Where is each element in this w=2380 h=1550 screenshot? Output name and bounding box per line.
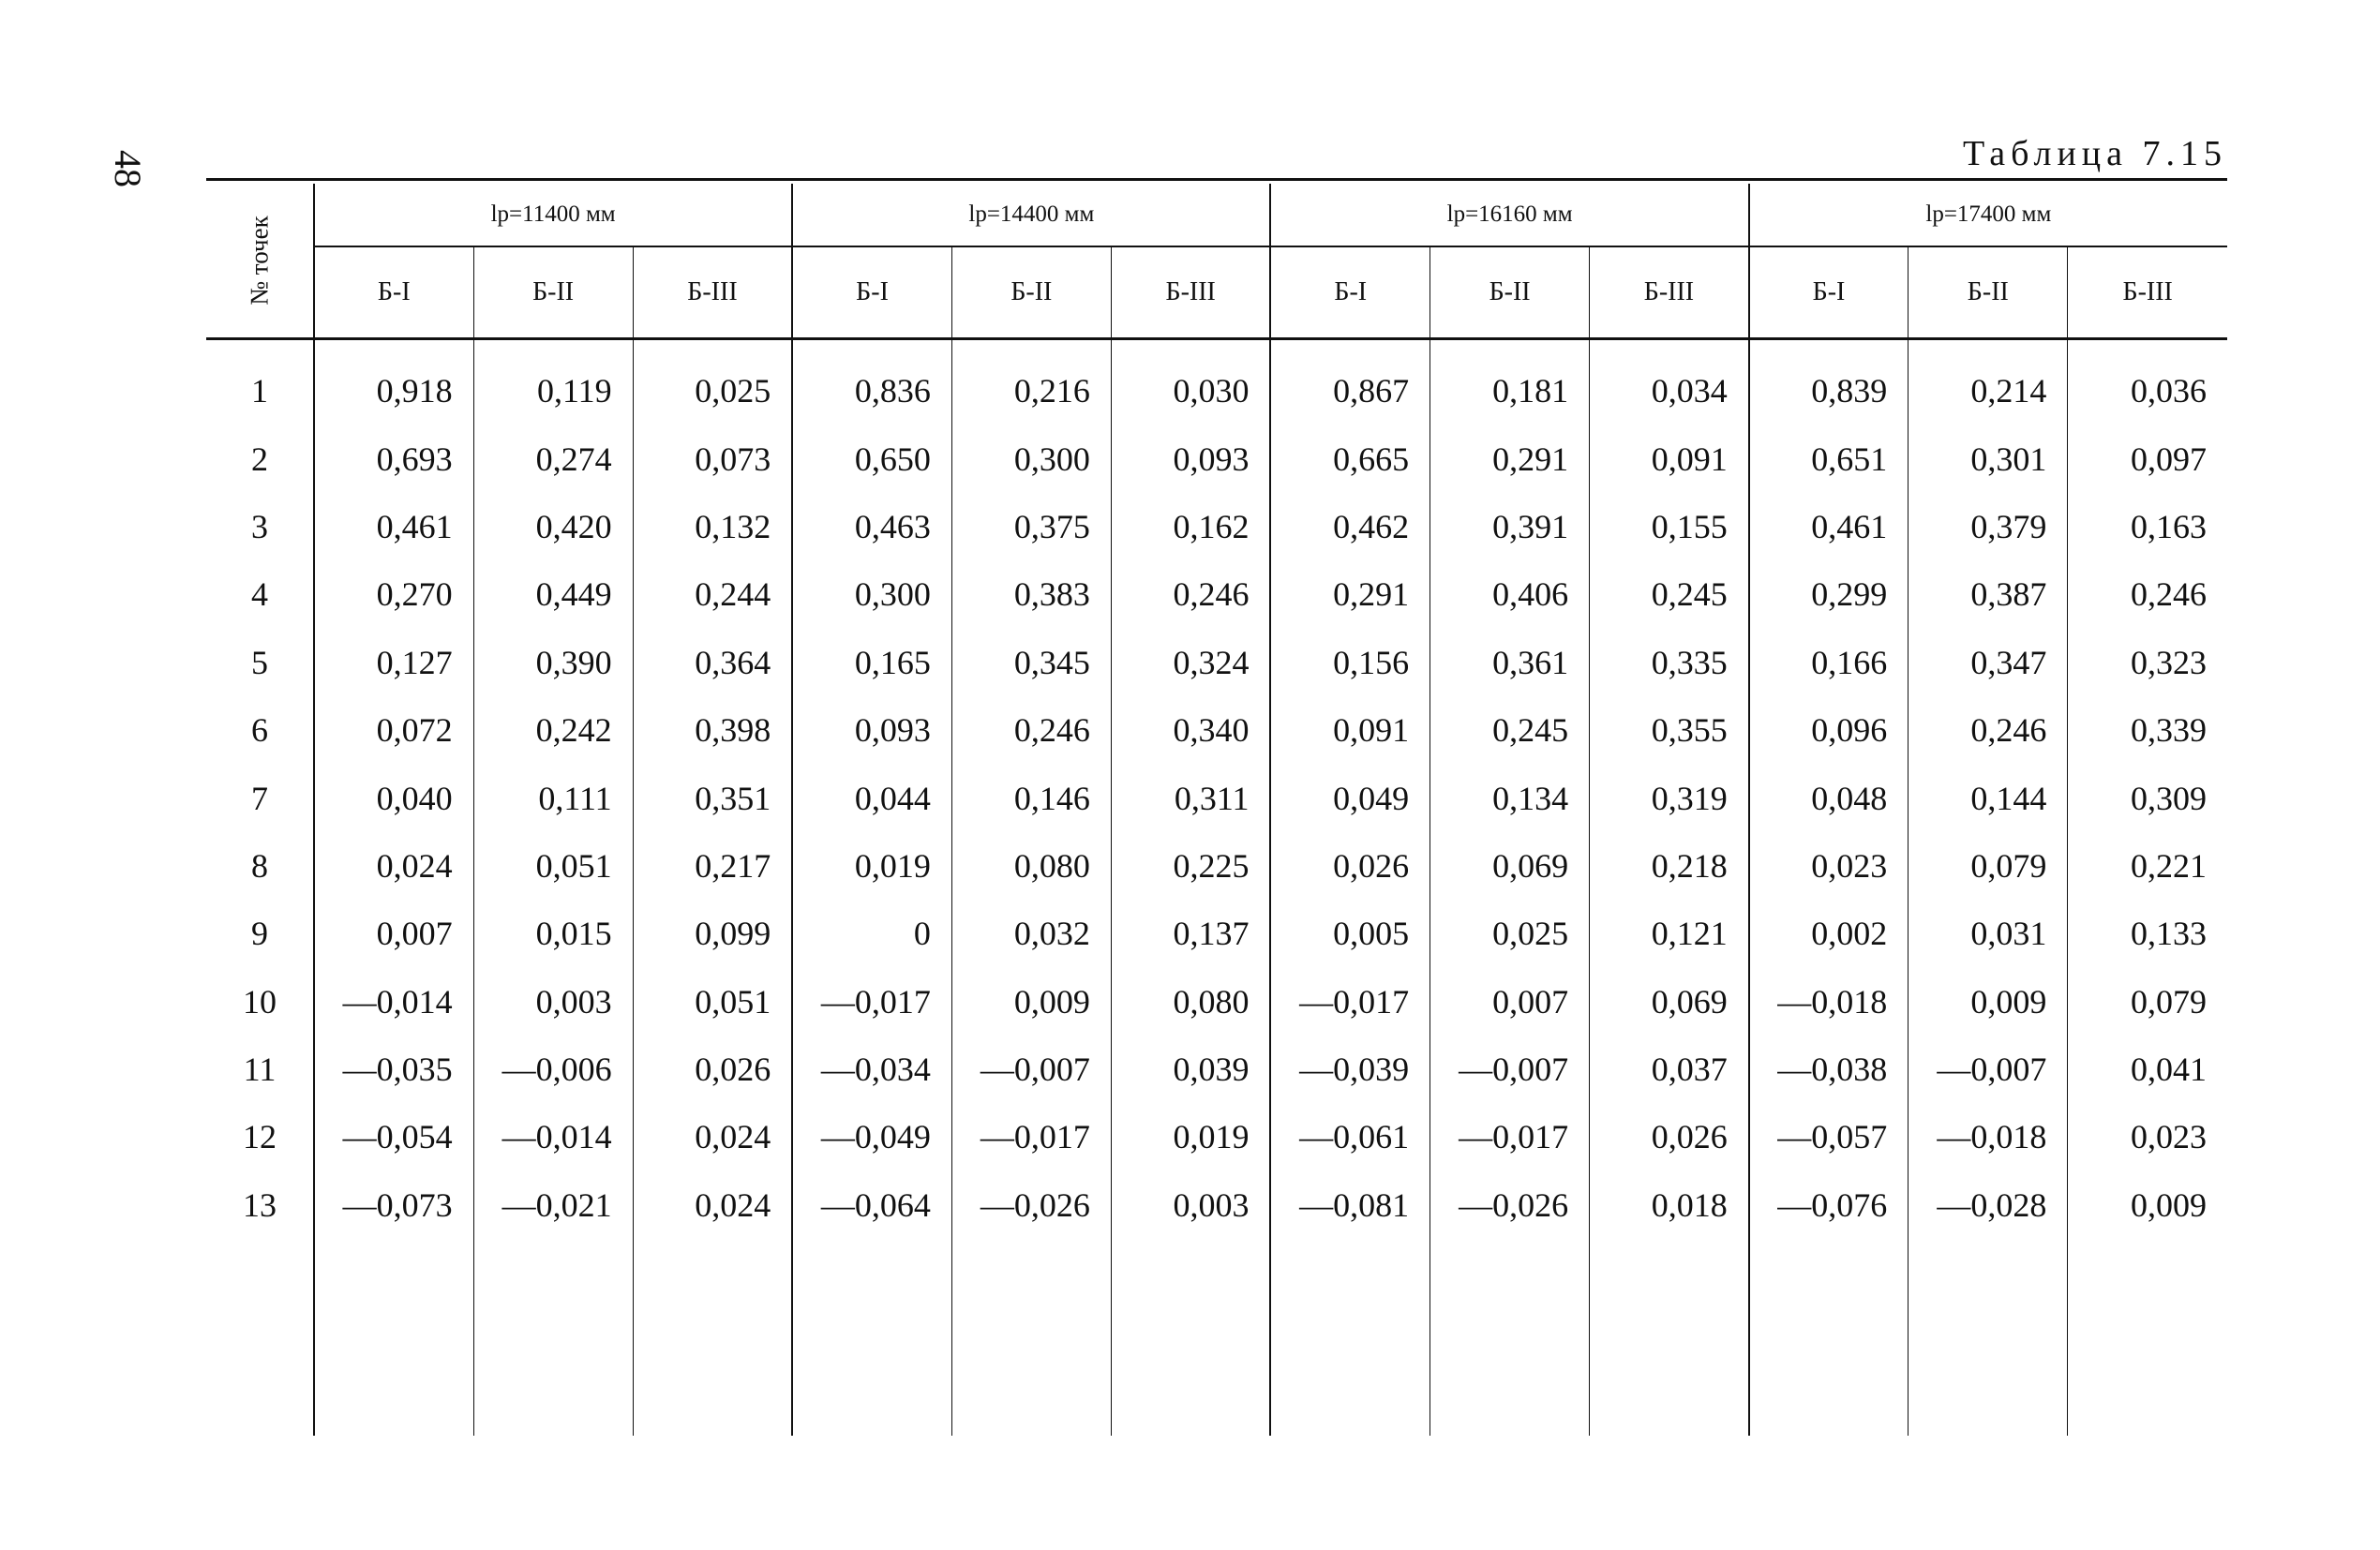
value-cell: 0,918 — [314, 339, 473, 425]
value-cell: —0,034 — [792, 1036, 951, 1103]
empty-cell — [206, 1239, 314, 1436]
value-cell: 0,119 — [473, 339, 633, 425]
value-cell: 0,024 — [314, 832, 473, 900]
point-number: 6 — [206, 696, 314, 764]
value-cell: 0,300 — [792, 560, 951, 628]
point-number: 3 — [206, 493, 314, 560]
value-cell: 0,351 — [633, 764, 792, 831]
empty-cell — [1908, 1239, 2068, 1436]
table-row — [206, 832, 2227, 900]
value-cell: —0,007 — [1908, 1036, 2068, 1103]
value-cell: 0,069 — [1430, 832, 1590, 900]
value-cell: 0,420 — [473, 493, 633, 560]
value-cell: —0,038 — [1749, 1036, 1908, 1103]
value-cell: —0,006 — [473, 1036, 633, 1103]
value-cell: 0,449 — [473, 560, 633, 628]
value-cell: —0,081 — [1270, 1171, 1429, 1239]
value-cell: 0,217 — [633, 832, 792, 900]
value-cell: 0,144 — [1908, 764, 2068, 831]
value-cell: —0,018 — [1749, 968, 1908, 1036]
value-cell: 0,034 — [1590, 339, 1749, 425]
value-cell: 0,091 — [1590, 425, 1749, 492]
value-cell: 0,214 — [1908, 339, 2068, 425]
table-row — [206, 696, 2227, 764]
value-cell: —0,017 — [1270, 968, 1429, 1036]
value-cell: 0,127 — [314, 629, 473, 696]
value-cell: 0,650 — [792, 425, 951, 492]
value-cell: —0,061 — [1270, 1103, 1429, 1170]
value-cell: 0,036 — [2131, 372, 2207, 410]
subheader-1-2: Б-II — [473, 246, 633, 339]
empty-cell — [1111, 1239, 1270, 1436]
value-cell: 0,051 — [633, 968, 792, 1036]
value-cell: 0,463 — [792, 493, 951, 560]
value-cell: 0,097 — [2131, 440, 2207, 478]
empty-cell — [1749, 1239, 1908, 1436]
value-cell: 0,024 — [633, 1103, 792, 1170]
table-caption: Таблица 7.15 — [1962, 134, 2227, 173]
value-cell: 0,225 — [1111, 832, 1270, 900]
value-cell: 0,311 — [1111, 764, 1270, 831]
value-cell: 0,137 — [1111, 900, 1270, 967]
value-cell: 0,146 — [951, 764, 1111, 831]
value-cell: 0,246 — [1908, 696, 2068, 764]
empty-cell — [951, 1239, 1111, 1436]
value-cell: 0,156 — [1270, 629, 1429, 696]
value-cell: —0,049 — [792, 1103, 951, 1170]
value-cell: 0,364 — [633, 629, 792, 696]
value-cell: —0,054 — [314, 1103, 473, 1170]
value-cell: 0,221 — [2131, 846, 2207, 885]
empty-cell — [314, 1239, 473, 1436]
value-cell: 0,015 — [473, 900, 633, 967]
subheader-2-1: Б-I — [792, 246, 951, 339]
value-cell: 0,096 — [1749, 696, 1908, 764]
value-cell: —0,021 — [473, 1171, 633, 1239]
empty-cell — [792, 1239, 951, 1436]
empty-cell — [2068, 1239, 2227, 1436]
table-row — [206, 629, 2227, 696]
value-cell: 0,246 — [951, 696, 1111, 764]
subheader-3-3: Б-III — [1590, 246, 1749, 339]
top-rule — [206, 178, 2227, 181]
group-header-4: lр=17400 мм — [1749, 184, 2227, 246]
value-cell: —0,017 — [792, 968, 951, 1036]
table-row — [206, 493, 2227, 560]
group-header-1: lр=11400 мм — [314, 184, 792, 246]
value-cell: 0,026 — [1590, 1103, 1749, 1170]
value-cell: 0,026 — [1270, 832, 1429, 900]
value-cell: —0,007 — [951, 1036, 1111, 1103]
value-cell: 0,245 — [1590, 560, 1749, 628]
value-cell: —0,026 — [951, 1171, 1111, 1239]
value-cell: 0,398 — [633, 696, 792, 764]
value-cell: 0,462 — [1270, 493, 1429, 560]
subheader-3-1: Б-I — [1270, 246, 1429, 339]
subheader-3-2: Б-II — [1430, 246, 1590, 339]
value-cell: 0,040 — [314, 764, 473, 831]
value-cell: —0,057 — [1749, 1103, 1908, 1170]
value-cell: —0,064 — [792, 1171, 951, 1239]
value-cell: 0,379 — [1908, 493, 2068, 560]
table-body — [206, 339, 2227, 1437]
value-cell: 0,347 — [1908, 629, 2068, 696]
value-cell: 0,018 — [1590, 1171, 1749, 1239]
value-cell: 0,246 — [1111, 560, 1270, 628]
value-cell: 0,133 — [2131, 915, 2207, 953]
point-number: 1 — [206, 339, 314, 425]
value-cell: —0,028 — [1908, 1171, 2068, 1239]
point-number: 10 — [206, 968, 314, 1036]
value-cell: 0,162 — [1111, 493, 1270, 560]
table-row — [206, 1103, 2227, 1170]
value-cell: 0,080 — [1111, 968, 1270, 1036]
value-cell: 0,242 — [473, 696, 633, 764]
value-cell: 0,693 — [314, 425, 473, 492]
value-cell: 0,048 — [1749, 764, 1908, 831]
value-cell: —0,007 — [1430, 1036, 1590, 1103]
value-cell: 0,391 — [1430, 493, 1590, 560]
value-cell: 0,245 — [1430, 696, 1590, 764]
value-cell: 0,003 — [1111, 1171, 1270, 1239]
value-cell: 0,023 — [1749, 832, 1908, 900]
value-cell: 0,291 — [1270, 560, 1429, 628]
empty-cell — [633, 1239, 792, 1436]
value-cell: 0,024 — [633, 1171, 792, 1239]
value-cell: 0,324 — [1111, 629, 1270, 696]
value-cell: 0,080 — [951, 832, 1111, 900]
point-number: 9 — [206, 900, 314, 967]
value-cell: 0,867 — [1270, 339, 1429, 425]
value-cell: 0,009 — [1908, 968, 2068, 1036]
value-cell: 0,340 — [1111, 696, 1270, 764]
value-cell: 0,375 — [951, 493, 1111, 560]
empty-cell — [1270, 1239, 1429, 1436]
value-cell: 0,019 — [792, 832, 951, 900]
value-cell: 0,025 — [1430, 900, 1590, 967]
value-cell: 0,030 — [1111, 339, 1270, 425]
point-column-header — [206, 184, 314, 339]
value-cell: 0,291 — [1430, 425, 1590, 492]
data-table — [206, 184, 2227, 1436]
value-cell: 0,218 — [1590, 832, 1749, 900]
value-cell: 0,839 — [1749, 339, 1908, 425]
value-cell: 0,355 — [1590, 696, 1749, 764]
value-cell: 0,274 — [473, 425, 633, 492]
value-cell: 0,166 — [1749, 629, 1908, 696]
value-cell: —0,076 — [1749, 1171, 1908, 1239]
value-cell: 0,461 — [1749, 493, 1908, 560]
value-cell: 0,072 — [314, 696, 473, 764]
value-cell: 0,049 — [1270, 764, 1429, 831]
value-cell: 0,069 — [1590, 968, 1749, 1036]
empty-cell — [1430, 1239, 1590, 1436]
value-cell: 0,007 — [314, 900, 473, 967]
value-cell: 0,091 — [1270, 696, 1429, 764]
table-row — [206, 900, 2227, 967]
value-cell: 0,246 — [2131, 575, 2207, 614]
subheader-2-3: Б-III — [1111, 246, 1270, 339]
value-cell: 0,079 — [1908, 832, 2068, 900]
value-cell: 0,044 — [792, 764, 951, 831]
value-cell: 0,216 — [951, 339, 1111, 425]
value-cell: 0,007 — [1430, 968, 1590, 1036]
value-cell: 0,323 — [2131, 643, 2207, 681]
table-row — [206, 1036, 2227, 1103]
value-cell: 0,132 — [633, 493, 792, 560]
value-cell: 0,163 — [2131, 507, 2207, 545]
value-cell: 0,037 — [1590, 1036, 1749, 1103]
value-cell: 0,009 — [951, 968, 1111, 1036]
value-cell: 0,383 — [951, 560, 1111, 628]
value-cell: 0,002 — [1749, 900, 1908, 967]
value-cell: 0,181 — [1430, 339, 1590, 425]
table-spacer-row — [206, 1239, 2227, 1436]
table-row — [206, 968, 2227, 1036]
value-cell: —0,017 — [1430, 1103, 1590, 1170]
value-cell: 0,665 — [1270, 425, 1429, 492]
point-number: 11 — [206, 1036, 314, 1103]
value-cell: 0,345 — [951, 629, 1111, 696]
value-cell: 0,244 — [633, 560, 792, 628]
value-cell: 0,270 — [314, 560, 473, 628]
value-cell: 0,461 — [314, 493, 473, 560]
value-cell: 0,165 — [792, 629, 951, 696]
value-cell: 0,093 — [1111, 425, 1270, 492]
value-cell: 0,300 — [951, 425, 1111, 492]
value-cell: 0,093 — [792, 696, 951, 764]
subheader-4-3: Б-III — [2068, 246, 2227, 339]
group-header-3: lр=16160 мм — [1270, 184, 1748, 246]
value-cell: 0,651 — [1749, 425, 1908, 492]
empty-cell — [473, 1239, 633, 1436]
point-number: 8 — [206, 832, 314, 900]
empty-cell — [1590, 1239, 1749, 1436]
value-cell: 0,111 — [473, 764, 633, 831]
value-cell: —0,035 — [314, 1036, 473, 1103]
value-cell: 0,051 — [473, 832, 633, 900]
group-header-2: lр=14400 мм — [792, 184, 1270, 246]
value-cell: —0,039 — [1270, 1036, 1429, 1103]
value-cell: 0,099 — [633, 900, 792, 967]
value-cell: 0,039 — [1111, 1036, 1270, 1103]
value-cell: 0,134 — [1430, 764, 1590, 831]
value-cell: 0,009 — [2131, 1185, 2207, 1224]
point-number: 12 — [206, 1103, 314, 1170]
value-cell: 0,025 — [633, 339, 792, 425]
value-cell: —0,018 — [1908, 1103, 2068, 1170]
value-cell: 0,387 — [1908, 560, 2068, 628]
value-cell: 0,073 — [633, 425, 792, 492]
table-row — [206, 425, 2227, 492]
table-row — [206, 1171, 2227, 1239]
value-cell: 0,299 — [1749, 560, 1908, 628]
value-cell: 0,026 — [633, 1036, 792, 1103]
value-cell: 0,390 — [473, 629, 633, 696]
value-cell: 0,406 — [1430, 560, 1590, 628]
value-cell: 0,309 — [2131, 779, 2207, 817]
value-cell: 0,019 — [1111, 1103, 1270, 1170]
value-cell: 0,031 — [1908, 900, 2068, 967]
value-cell: —0,026 — [1430, 1171, 1590, 1239]
subheader-row — [206, 246, 2227, 339]
point-number: 2 — [206, 425, 314, 492]
subheader-4-1: Б-I — [1749, 246, 1908, 339]
subheader-2-2: Б-II — [951, 246, 1111, 339]
page-number: 48 — [107, 150, 149, 187]
value-cell: 0,339 — [2131, 711, 2207, 750]
point-number: 4 — [206, 560, 314, 628]
value-cell: 0,335 — [1590, 629, 1749, 696]
value-cell: 0,005 — [1270, 900, 1429, 967]
value-cell: —0,014 — [473, 1103, 633, 1170]
point-number: 5 — [206, 629, 314, 696]
value-cell: 0,032 — [951, 900, 1111, 967]
value-cell: 0,836 — [792, 339, 951, 425]
subheader-4-2: Б-II — [1908, 246, 2068, 339]
table-row — [206, 339, 2227, 425]
subheader-1-3: Б-III — [633, 246, 792, 339]
value-cell: 0,041 — [2131, 1051, 2207, 1089]
subheader-1-1: Б-I — [314, 246, 473, 339]
value-cell: —0,014 — [314, 968, 473, 1036]
value-cell: 0,079 — [2131, 982, 2207, 1021]
value-cell: 0 — [792, 900, 951, 967]
value-cell: 0,155 — [1590, 493, 1749, 560]
value-cell: 0,121 — [1590, 900, 1749, 967]
point-number: 13 — [206, 1171, 314, 1239]
value-cell: 0,301 — [1908, 425, 2068, 492]
table-row — [206, 764, 2227, 831]
table-row — [206, 560, 2227, 628]
value-cell: 0,319 — [1590, 764, 1749, 831]
value-cell: 0,023 — [2131, 1118, 2207, 1156]
value-cell: 0,361 — [1430, 629, 1590, 696]
value-cell: —0,073 — [314, 1171, 473, 1239]
point-number: 7 — [206, 764, 314, 831]
value-cell: 0,003 — [473, 968, 633, 1036]
point-column-header-label: № точек — [245, 216, 274, 306]
value-cell: —0,017 — [951, 1103, 1111, 1170]
